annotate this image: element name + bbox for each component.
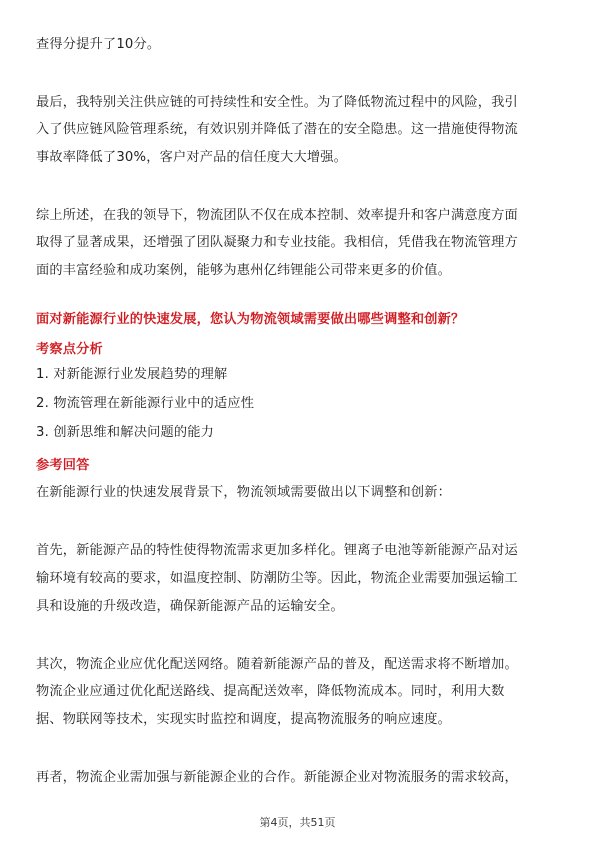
- interview-question: 面对新能源行业的快速发展，您认为物流领域需要做出哪些调整和创新？: [36, 312, 465, 327]
- answer-line: 首先，新能源产品的特性使得物流需求更加多样化。锂离子电池等新能源产品对运: [36, 543, 518, 558]
- answer-line: 再者，物流企业需加强与新能源企业的合作。新能源企业对物流服务的需求较高，: [36, 770, 518, 785]
- answer-line: 物流企业应通过优化配送路线、提高配送效率，降低物流成本。同时，利用大数: [36, 684, 505, 699]
- analysis-item: 1. 对新能源行业发展趋势的理解: [36, 367, 228, 382]
- answer-line: 其次，物流企业应优化配送网络。随着新能源产品的普及，配送需求将不断增加。: [36, 657, 518, 672]
- answer-intro: 在新能源行业的快速发展背景下，物流领域需要做出以下调整和创新：: [36, 485, 452, 500]
- paragraph-line: 入了供应链风险管理系统，有效识别并降低了潜在的安全隐患。这一措施使得物流: [36, 122, 518, 137]
- answer-line: 输环境有较高的要求，如温度控制、防潮防尘等。因此，物流企业需要加强运输工: [36, 571, 518, 586]
- paragraph-line: 事故率降低了30%，客户对产品的信任度大大增强。: [36, 150, 348, 165]
- paragraph-line: 取得了显著成果，还增强了团队凝聚力和专业技能。我相信，凭借我在物流管理方: [36, 235, 518, 250]
- answer-title: 参考回答: [36, 458, 90, 473]
- paragraph-line: 综上所述，在我的领导下，物流团队不仅在成本控制、效率提升和客户满意度方面: [36, 208, 518, 223]
- answer-line: 据、物联网等技术，实现实时监控和调度，提高物流服务的响应速度。: [36, 712, 452, 727]
- paragraph-line: 查得分提升了10分。: [36, 37, 161, 52]
- analysis-title: 考察点分析: [36, 342, 103, 357]
- analysis-item: 2. 物流管理在新能源行业中的适应性: [36, 396, 255, 411]
- answer-line: 具和设施的升级改造，确保新能源产品的运输安全。: [36, 599, 344, 614]
- analysis-item: 3. 创新思维和解决问题的能力: [36, 425, 215, 440]
- page-footer: 第4页，共51页: [259, 816, 336, 829]
- paragraph-line: 最后，我特别关注供应链的可持续性和安全性。为了降低物流过程中的风险，我引: [36, 95, 518, 110]
- paragraph-line: 面的丰富经验和成功案例，能够为惠州亿纬锂能公司带来更多的价值。: [36, 263, 452, 278]
